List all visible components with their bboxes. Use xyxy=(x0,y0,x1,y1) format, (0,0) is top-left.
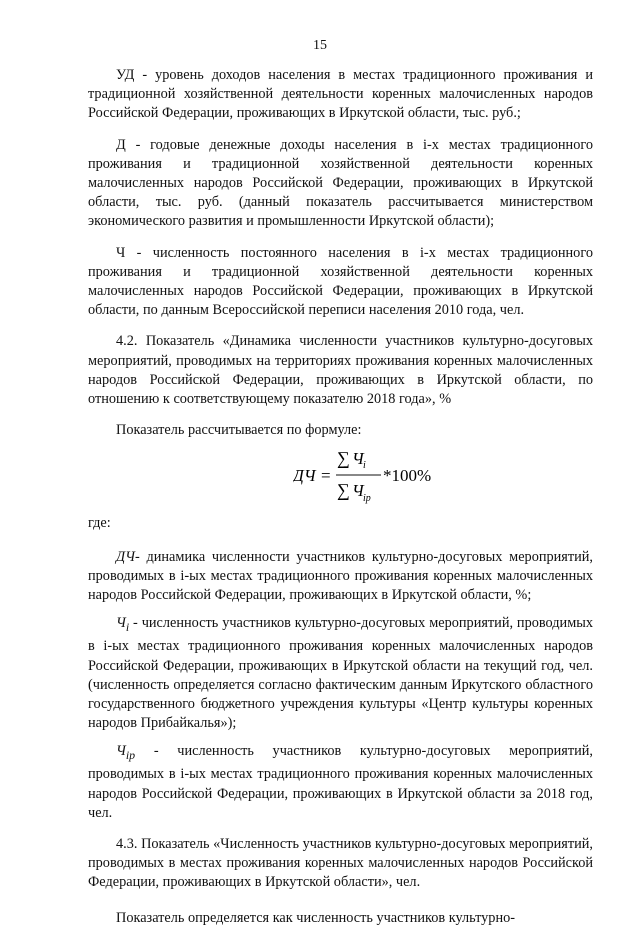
formula-numerator-var: Ч xyxy=(352,449,364,469)
paragraph-d: Д - годовые денежные доходы населения в i-х местах традиционного проживания и традиционной хозяйственной деятельности коренных малочисленных народов Российской Федерации, проживающих в Иркутской области, тыс. руб. (данный показатель рассчитывается министерством экономического развития и промышленности Иркутской области); xyxy=(88,136,593,230)
definition-subscript: i xyxy=(125,620,130,635)
definition-ch-i xyxy=(88,614,593,733)
definition-ch-ip xyxy=(88,742,593,823)
formula-sum-top: ∑ xyxy=(337,448,350,469)
page-number: 15 xyxy=(313,38,327,53)
definition-symbol: Ч xyxy=(116,743,126,760)
formula-equals: = xyxy=(321,466,331,486)
definition-subscript: ip xyxy=(125,748,136,763)
definition-dch xyxy=(88,548,593,606)
formula-sum-bottom: ∑ xyxy=(337,480,350,501)
formula-lhs: ДЧ xyxy=(293,466,316,486)
paragraph-item-4-2: 4.2. Показатель «Динамика численности участников культурно-досуговых мероприятий, проводимых на территориях проживания коренных малочисленных народов Российской Федерации, проживающих в Иркутской области, по отношению к соответствующему показателю 2018 года», % xyxy=(88,333,593,408)
definition-symbol: Ч xyxy=(116,615,126,632)
page-body xyxy=(88,66,593,928)
paragraph-item-4-3: 4.3. Показатель «Численность участников культурно-досуговых мероприятий, проводимых в местах проживания коренных малочисленных народов Российской Федерации, проживающих в Иркутской области», чел. xyxy=(88,836,593,891)
formula-denominator-sub: ip xyxy=(363,493,371,505)
formula-denominator-var: Ч xyxy=(352,481,364,501)
definitions-list xyxy=(88,548,593,823)
paragraph-formula-intro: Показатель рассчитывается по формуле: xyxy=(116,422,362,439)
formula-block xyxy=(88,440,593,512)
paragraph-where: где: xyxy=(88,515,111,532)
formula-graphic xyxy=(293,444,493,508)
definition-text: - численность участников культурно-досуговых мероприятий, проводимых в i-ых местах традиционного проживания коренных малочисленных народов Российской Федерации, проживающих в Иркутской области на текущий год, чел. (численность определяется согласно фактическим данным Иркутского областного государственного бюджетного учреждения культуры «Центр культуры коренных народов Прибайкалья»); xyxy=(88,615,593,732)
definition-symbol: ДЧ xyxy=(116,548,135,565)
definition-text: - динамика численности участников культурно-досуговых мероприятий, проводимых в i-ых местах традиционного проживания коренных малочисленных народов Российской Федерации, проживающих в Иркутской области, %; xyxy=(88,548,593,604)
formula-tail: *100% xyxy=(383,466,432,486)
formula-numerator-sub: i xyxy=(363,460,366,472)
paragraph-ch: Ч - численность постоянного населения в i-х местах традиционного проживания и традиционной хозяйственной деятельности коренных малочисленных народов Российской Федерации, проживающих в Иркутской области, по данным Всероссийской переписи населения 2010 года, чел. xyxy=(88,244,593,319)
paragraph-final: Показатель определяется как численность участников культурно- xyxy=(116,909,516,926)
definition-text: - численность участников культурно-досуговых мероприятий, проводимых в i-ых местах традиционного проживания коренных малочисленных народов Российской Федерации, проживающих в Иркутской области за 2018 год, чел. xyxy=(88,743,593,821)
paragraph-ud: УД - уровень доходов населения в местах традиционного проживания и традиционной хозяйственной деятельности коренных малочисленных народов Российской Федерации, проживающих в Иркутской области, тыс. руб.; xyxy=(88,67,593,122)
